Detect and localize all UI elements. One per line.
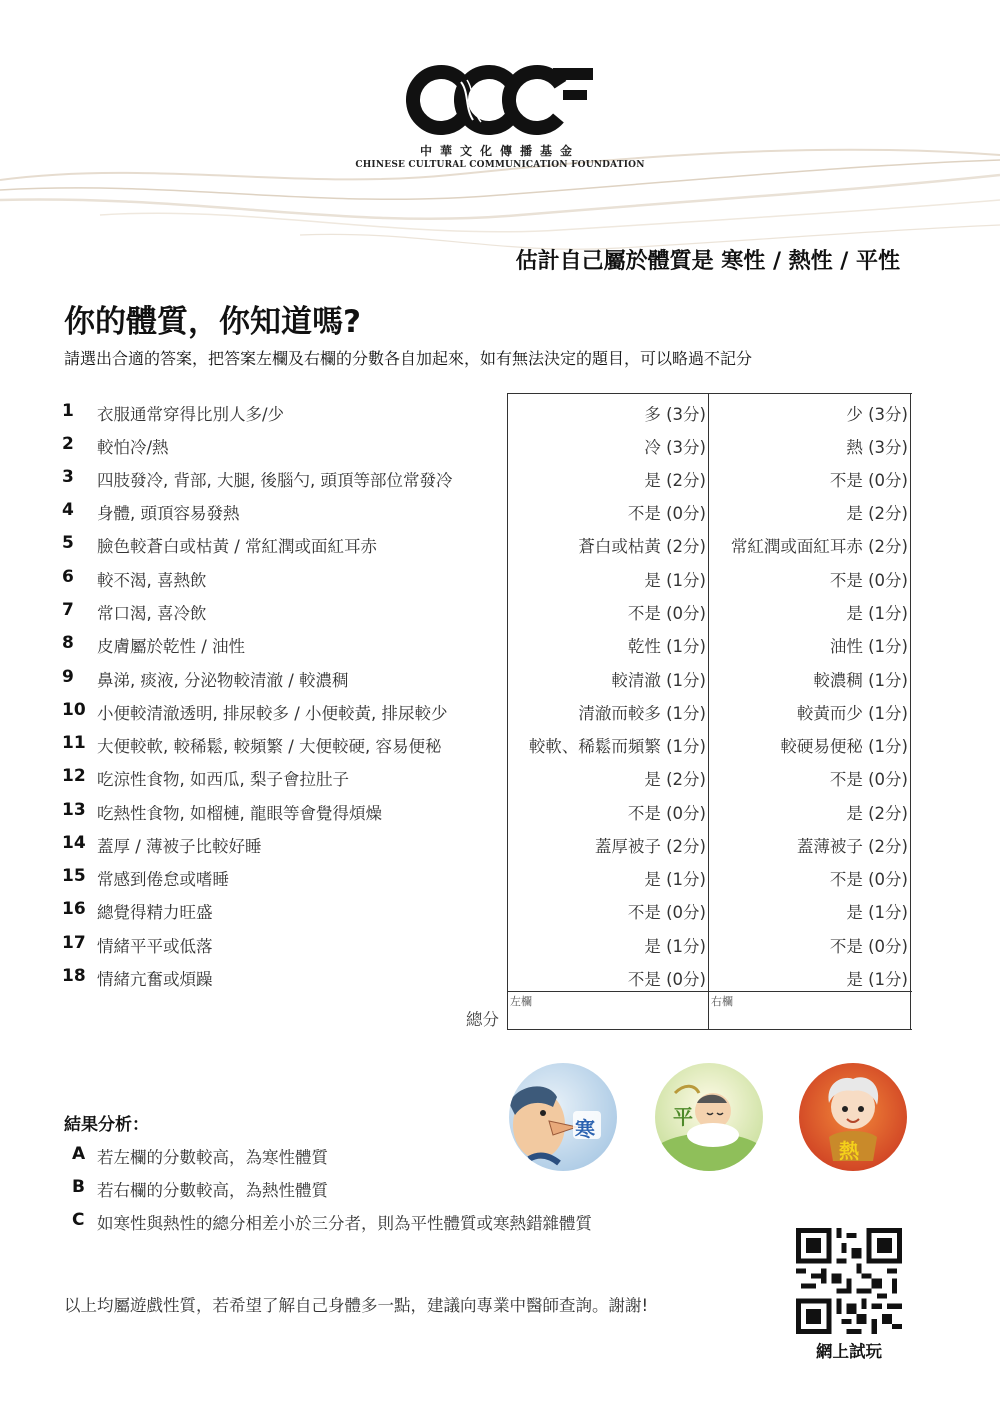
left-option[interactable]: 冷 (3分) — [644, 438, 706, 457]
question-text: 臉色較蒼白或枯黃 / 常紅潤或面紅耳赤 — [97, 537, 378, 556]
question-text: 常感到倦怠或嗜睡 — [97, 870, 229, 889]
result-text: 若左欄的分數較高，為寒性體質 — [97, 1148, 328, 1167]
cold-person-icon — [509, 1063, 617, 1171]
left-option[interactable]: 不是 (0分) — [627, 970, 706, 989]
question-row — [0, 427, 1000, 460]
question-row — [0, 726, 1000, 759]
question-number: 16 — [62, 899, 86, 919]
total-label: 總分 — [466, 1010, 499, 1029]
question-text: 吃熱性食物, 如榴槤, 龍眼等會覺得煩燥 — [97, 804, 382, 823]
footer-note: 以上均屬遊戲性質，若希望了解自己身體多一點，建議向專業中醫師查詢。謝謝! — [64, 1296, 649, 1315]
left-total-label: 左欄 — [510, 995, 532, 1008]
question-row — [0, 493, 1000, 526]
question-text: 身體, 頭頂容易發熱 — [97, 504, 240, 523]
right-option[interactable]: 是 (2分) — [846, 804, 908, 823]
question-text: 總覺得精力旺盛 — [97, 903, 213, 922]
question-text: 情緒平平或低落 — [97, 937, 213, 956]
hot-label: 熱 — [839, 1139, 859, 1163]
question-row — [0, 560, 1000, 593]
question-row — [0, 394, 1000, 427]
right-option[interactable]: 較黃而少 (1分) — [796, 704, 908, 723]
left-option[interactable]: 較軟、稀鬆而頻繁 (1分) — [528, 737, 706, 756]
question-number: 10 — [62, 700, 86, 720]
question-row — [0, 526, 1000, 559]
right-option[interactable]: 蓋薄被子 (2分) — [796, 837, 908, 856]
question-text: 常口渴, 喜冷飲 — [97, 604, 207, 623]
right-option[interactable]: 是 (1分) — [846, 903, 908, 922]
neutral-label: 平 — [673, 1105, 693, 1129]
question-row — [0, 793, 1000, 826]
right-option[interactable]: 是 (1分) — [846, 604, 908, 623]
question-text: 吃涼性食物, 如西瓜, 梨子會拉肚子 — [97, 770, 349, 789]
question-number: 3 — [62, 467, 74, 487]
org-name-en: CHINESE CULTURAL COMMUNICATION FOUNDATION — [355, 160, 645, 170]
right-option[interactable]: 較濃稠 (1分) — [813, 671, 908, 690]
org-name-cn: 中華文化傳播基金 — [419, 144, 580, 158]
right-option[interactable]: 不是 (0分) — [829, 471, 908, 490]
question-number: 1 — [62, 401, 74, 421]
results-title: 結果分析： — [64, 1115, 149, 1135]
left-option[interactable]: 不是 (0分) — [627, 604, 706, 623]
question-text: 較不渴, 喜熱飲 — [97, 571, 207, 590]
left-option[interactable]: 蓋厚被子 (2分) — [594, 837, 706, 856]
result-letter: B — [72, 1177, 85, 1197]
question-row — [0, 859, 1000, 892]
question-row — [0, 959, 1000, 992]
right-option[interactable]: 不是 (0分) — [829, 770, 908, 789]
result-letter: A — [72, 1144, 86, 1164]
question-text: 蓋厚 / 薄被子比較好睡 — [97, 837, 262, 856]
question-number: 6 — [62, 567, 74, 587]
question-row — [0, 460, 1000, 493]
left-option[interactable]: 是 (1分) — [644, 937, 706, 956]
left-option[interactable]: 不是 (0分) — [627, 804, 706, 823]
question-number: 13 — [62, 800, 86, 820]
question-row — [0, 593, 1000, 626]
question-number: 12 — [62, 766, 86, 786]
question-row — [0, 759, 1000, 792]
right-option[interactable]: 不是 (0分) — [829, 571, 908, 590]
question-text: 小便較清澈透明, 排尿較多 / 小便較黃, 排尿較少 — [97, 704, 448, 723]
question-text: 鼻涕, 痰液, 分泌物較清澈 / 較濃稠 — [97, 671, 349, 690]
question-row — [0, 660, 1000, 693]
right-option[interactable]: 熱 (3分) — [846, 438, 908, 457]
question-text: 大便較軟, 較稀鬆, 較頻繁 / 大便較硬, 容易便秘 — [97, 737, 442, 756]
neutral-person-icon — [655, 1063, 763, 1171]
left-option[interactable]: 乾性 (1分) — [627, 637, 706, 656]
question-number: 15 — [62, 866, 86, 886]
left-option[interactable]: 清澈而較多 (1分) — [578, 704, 706, 723]
right-option[interactable]: 油性 (1分) — [829, 637, 908, 656]
result-letter: C — [72, 1210, 85, 1230]
question-row — [0, 926, 1000, 959]
page-subtitle: 估計自己屬於體質是 寒性 / 熱性 / 平性 — [515, 249, 900, 274]
left-option[interactable]: 多 (3分) — [644, 405, 706, 424]
question-number: 11 — [62, 733, 86, 753]
left-option[interactable]: 是 (2分) — [644, 471, 706, 490]
question-number: 2 — [62, 434, 74, 454]
right-option[interactable]: 不是 (0分) — [829, 937, 908, 956]
page-title: 你的體質，你知道嗎? — [64, 304, 361, 340]
question-number: 8 — [62, 633, 74, 653]
question-number: 4 — [62, 500, 74, 520]
question-number: 14 — [62, 833, 86, 853]
qr-caption: 網上試玩 — [816, 1342, 882, 1361]
question-text: 較怕冷/熱 — [97, 438, 169, 457]
qr-code-icon[interactable] — [796, 1228, 902, 1334]
left-option[interactable]: 是 (1分) — [644, 870, 706, 889]
result-text: 如寒性與熱性的總分相差小於三分者，則為平性體質或寒熱錯雜體質 — [97, 1214, 592, 1233]
question-number: 7 — [62, 600, 74, 620]
left-total-field[interactable] — [508, 1006, 708, 1028]
right-option[interactable]: 常紅潤或面紅耳赤 (2分) — [730, 537, 908, 556]
question-number: 17 — [62, 933, 86, 953]
right-option[interactable]: 不是 (0分) — [829, 870, 908, 889]
question-row — [0, 892, 1000, 925]
left-option[interactable]: 是 (2分) — [644, 770, 706, 789]
cccf-logo-icon — [403, 62, 599, 142]
right-option[interactable]: 少 (3分) — [846, 405, 908, 424]
question-number: 5 — [62, 533, 74, 553]
right-total-field[interactable] — [709, 1006, 909, 1028]
question-row — [0, 826, 1000, 859]
right-total-label: 右欄 — [711, 995, 733, 1008]
right-option[interactable]: 較硬易便秘 (1分) — [780, 737, 908, 756]
left-option[interactable]: 是 (1分) — [644, 571, 706, 590]
question-text: 四肢發冷, 背部, 大腿, 後腦勺, 頭頂等部位常發冷 — [97, 471, 453, 490]
right-option[interactable]: 是 (2分) — [846, 504, 908, 523]
left-option[interactable]: 不是 (0分) — [627, 903, 706, 922]
left-option[interactable]: 不是 (0分) — [627, 504, 706, 523]
question-text: 情緒亢奮或煩躁 — [97, 970, 213, 989]
left-option[interactable]: 蒼白或枯黃 (2分) — [578, 537, 706, 556]
cold-label: 寒 — [575, 1117, 595, 1141]
question-text: 衣服通常穿得比別人多/少 — [97, 405, 285, 424]
cold-illustration — [509, 1063, 617, 1171]
question-row — [0, 626, 1000, 659]
question-number: 9 — [62, 667, 74, 687]
question-number: 18 — [62, 966, 86, 986]
instructions: 請選出合適的答案，把答案左欄及右欄的分數各自加起來，如有無法決定的題目，可以略過不記分 — [64, 349, 753, 368]
neutral-illustration — [655, 1063, 763, 1171]
hot-illustration — [799, 1063, 907, 1171]
question-row — [0, 693, 1000, 726]
result-text: 若右欄的分數較高，為熱性體質 — [97, 1181, 328, 1200]
right-option[interactable]: 是 (1分) — [846, 970, 908, 989]
table-bottom-border — [507, 1029, 912, 1030]
question-text: 皮膚屬於乾性 / 油性 — [97, 637, 246, 656]
left-option[interactable]: 較清澈 (1分) — [611, 671, 706, 690]
